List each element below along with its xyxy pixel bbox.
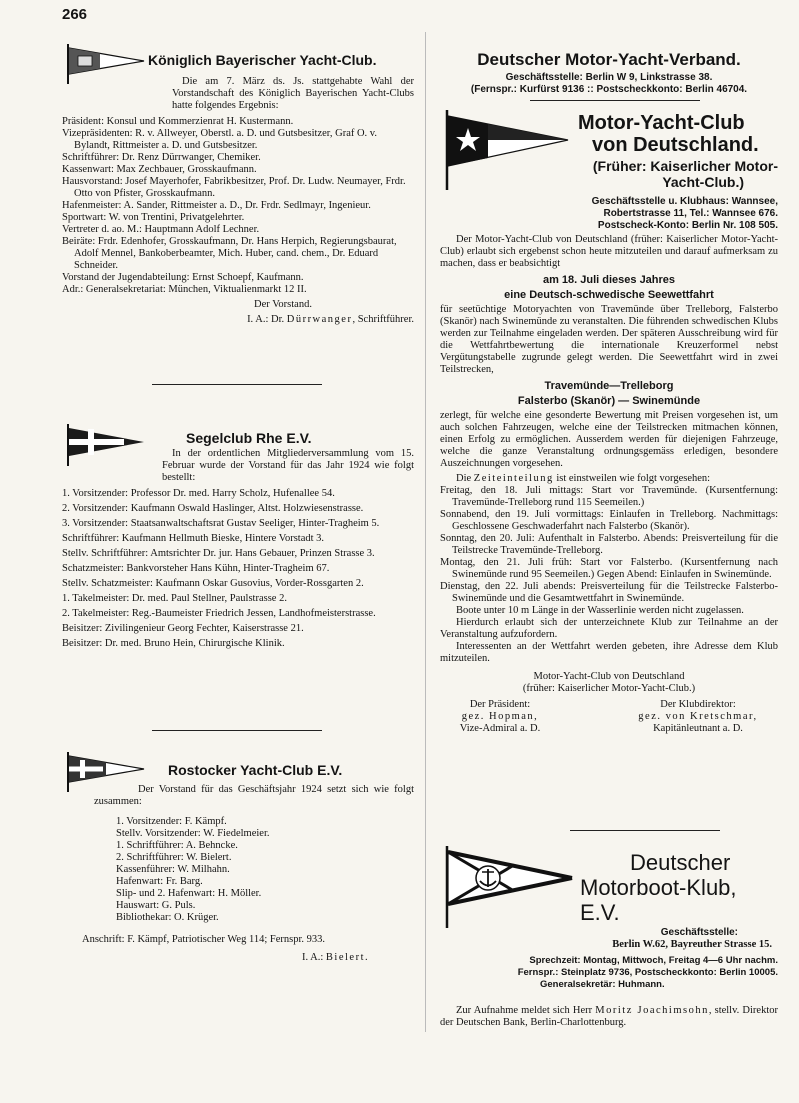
board-line: Beisitzer: Zivilingenieur Georg Fechter, Kaiserstrasse 21. — [62, 623, 304, 634]
signature-name: Dürrwanger — [286, 314, 353, 325]
rhe-board-list — [62, 488, 414, 650]
dmyv-office: Geschäftsstelle: Berlin W 9, Linkstrasse 38. — [505, 72, 713, 83]
board-line: Stellv. Schatzmeister: Kaufmann Oskar Gusovius, Vorder-Rossgarten 2. — [62, 578, 364, 589]
bavarian-club-intro: Die am 7. März ds. Js. stattgehabte Wahl der Vorstandschaft des Königlich Bayerischen Yacht-Clubs hatte folgendes Ergebnis: — [172, 76, 414, 111]
mycd-intro: Der Motor-Yacht-Club von Deutschland (früher: Kaiserlicher Motor-Yacht-Club) erlaubt sich ergebenst schon heute mitzuteilen und darauf aufmerksam zu machen, dass er beabsichtigt — [440, 234, 778, 269]
schedule-item: Dienstag, den 22. Juli abends: Preisverteilung für die Teilstrecke Falsterbo-Swinemünde und die Gesamtwettfahrt in Swinemünde. — [440, 581, 778, 604]
text-part: ist einstweilen wie folgt vorgesehen: — [553, 473, 711, 484]
page-number: 266 — [62, 6, 88, 23]
dmbk-membership-note — [440, 1005, 778, 1029]
mycd-route-2: Falsterbo (Skanör) — Swinemünde — [517, 395, 701, 407]
column-separator — [425, 32, 426, 1032]
dmbk-title-line1: Deutscher — [630, 850, 731, 875]
mycd-sign-club-former: (früher: Kaiserlicher Motor-Yacht-Club.) — [522, 683, 696, 694]
mycd-note: Interessenten an der Wettfahrt werden gebeten, ihre Adresse dem Klub mitzuteilen. — [440, 641, 778, 664]
board-line: Stellv. Schriftführer: Amtsrichter Dr. jur. Hans Gebauer, Prinzen Strasse 3. — [62, 548, 375, 559]
mycd-postscheck: Postscheck-Konto: Berlin Nr. 108 505. — [597, 220, 778, 231]
dmbk-title-line2: Motorboot-Klub, E.V. — [580, 875, 737, 925]
board-line: Slip- und 2. Hafenwart: H. Möller. — [116, 888, 262, 899]
board-line: Präsident: Konsul und Kommerzienrat H. Kustermann. — [62, 116, 294, 127]
rostock-club-intro: Der Vorstand für das Geschäftsjahr 1924 setzt sich wie folgt zusammen: — [94, 784, 414, 807]
mycd-schedule — [440, 485, 778, 605]
president-rank: Vize-Admiral a. D. — [459, 723, 541, 734]
mycd-route-1: Travemünde—Trelleborg — [544, 380, 674, 392]
text-part: , stellv. Direktor der Deutschen Bank, Berlin-Charlottenburg. — [440, 1005, 779, 1028]
dmyv-title: Deutscher Motor-Yacht-Verband. — [477, 50, 741, 69]
board-line: Sportwart: W. von Trentini, Privatgelehrter. — [62, 212, 245, 223]
rostock-board-list — [62, 816, 414, 924]
section-divider — [152, 730, 322, 731]
mycd-title-line1: Motor-Yacht-Club — [578, 112, 745, 134]
board-line: Schriftführer: Dr. Renz Dürrwanger, Chemiker. — [62, 152, 261, 163]
board-line: Bibliothekar: O. Krüger. — [116, 912, 219, 923]
dmbk-office-label: Geschäftsstelle: — [660, 927, 738, 938]
rhe-club-intro: In der ordentlichen Mitgliederversammlung vom 15. Februar wurde der Vorstand für das Jahr 1924 wie folgt bestellt: — [162, 448, 414, 483]
bavarian-club-title: Königlich Bayerischer Yacht-Club. — [148, 52, 377, 68]
board-line: Hauswart: G. Puls. — [116, 900, 196, 911]
board-line: Vizepräsidenten: R. v. Allweyer, Oberstl. a. D. und Gutsbesitzer, Graf O. v. Bylandt, Rittmeister a. D. und Gutsbesitzer. — [62, 128, 377, 151]
dmyv-contact: (Fernspr.: Kurfürst 9136 :: Postscheckkonto: Berlin 46704. — [470, 84, 748, 95]
director-block — [618, 699, 778, 735]
mycd-body: zerlegt, für welche eine gesonderte Bewertung mit Preisen vorgesehen ist, um auch solchen Fahrzeugen, welche eine der Teilstrecken mitmachen können, einen Erfolg zu ermöglichen. Ausserdem werden für diejenigen Fahrzeuge, welche die ganze Veranstaltung ordnungsgemäss erledigen, besondere Auszeichnungen vorgesehen. — [440, 410, 778, 469]
mycd-sign-club: Motor-Yacht-Club von Deutschland — [533, 671, 685, 682]
director-label: Der Klubdirektor: — [660, 699, 736, 710]
director-name: gez. von Kretschmar, — [638, 711, 758, 722]
board-line: Beiräte: Frdr. Edenhofer, Grosskaufmann, Dr. Hans Herpich, Regierungsbaurat, Adolf Mennel, Bankoberbeamter, Mich. Huber, cand. chem., Dr. Eduard Schneider. — [62, 236, 397, 271]
signature-name: Bielert. — [325, 952, 370, 963]
signature-prefix: I. A.: — [302, 952, 326, 963]
board-line: Kassenwart: Max Zechbauer, Grosskaufmann. — [62, 164, 257, 175]
board-line: Stellv. Vorsitzender: W. Fiedelmeier. — [116, 828, 270, 839]
rhe-club-title: Segelclub Rhe E.V. — [186, 430, 312, 446]
board-line: 2. Takelmeister: Reg.-Baumeister Friedrich Jessen, Landhofmeisterstrasse. — [62, 608, 376, 619]
applicant-name: Moritz Joachimsohn — [595, 1005, 709, 1016]
president-name: gez. Hopman, — [461, 711, 539, 722]
dmyv-section — [440, 50, 778, 96]
board-line: 1. Vorsitzender: F. Kämpf. — [116, 816, 227, 827]
mycd-office: Geschäftsstelle u. Klubhaus: Wannsee, — [591, 196, 778, 207]
dmbk-phone: Fernspr.: Steinplatz 9736, Postscheckkonto: Berlin 10005. — [517, 967, 778, 978]
president-label: Der Präsident: — [469, 699, 531, 710]
text-spaced: Zeiteinteilung — [473, 473, 554, 484]
bavarian-board-list — [62, 116, 414, 296]
schedule-item: Sonnabend, den 19. Juli vormittags: Einlaufen in Trelleborg. Nachmittags: Geschlossene Geschwaderfahrt nach Falsterbo (Skanör). — [440, 509, 778, 532]
signature-suffix: , Schriftführer. — [352, 314, 414, 325]
section-divider — [530, 100, 700, 101]
bavarian-club-section — [62, 52, 414, 326]
board-line: 3. Vorsitzender: Staatsanwaltschaftsrat Gustav Seeliger, Hinter-Tragheim 5. — [62, 518, 380, 529]
mycd-subtitle-line2: Yacht-Club.) — [662, 174, 744, 190]
mycd-signatures — [440, 699, 778, 735]
mycd-subtitle-line1: (Früher: Kaiserlicher Motor- — [592, 158, 778, 174]
mycd-office: Robertstrasse 11, Tel.: Wannsee 676. — [603, 208, 778, 219]
board-line: Beisitzer: Dr. med. Bruno Hein, Chirurgische Klinik. — [62, 638, 285, 649]
dmbk-office-address: Berlin W.62, Bayreuther Strasse 15. — [612, 939, 772, 950]
dmbk-secretary: Generalsekretär: Huhmann. — [540, 979, 665, 990]
dmbk-hours: Sprechzeit: Montag, Mittwoch, Freitag 4—6 Uhr nachm. — [529, 955, 778, 966]
mycd-schedule-intro — [440, 473, 778, 485]
bavarian-signature — [62, 314, 414, 326]
text-part: Zur Aufnahme meldet sich Herr — [456, 1005, 596, 1016]
board-line: Vertreter d. ao. M.: Hauptmann Adolf Lechner. — [62, 224, 260, 235]
section-divider — [152, 384, 322, 385]
board-line: Hafenwart: Fr. Barg. — [116, 876, 203, 887]
mycd-title-line2: von Deutschland. — [592, 134, 759, 156]
board-line: Adr.: Generalsekretariat: München, Viktualienmarkt 12 II. — [62, 284, 307, 295]
board-line: Hafenmeister: A. Sander, Rittmeister a. D., Dr. Frdr. Sedlmayr, Ingenieur. — [62, 200, 371, 211]
schedule-item: Sonntag, den 20. Juli: Aufenthalt in Falsterbo. Abends: Preisverteilung für die Teilstrecke Travemünde-Trelleborg. — [440, 533, 778, 556]
mycd-event-heading: eine Deutsch-schwedische Seewettfahrt — [504, 289, 714, 301]
rostock-address: Anschrift: F. Kämpf, Patriotischer Weg 114; Fernspr. 933. — [82, 934, 325, 945]
board-line: 2. Schriftführer: W. Bielert. — [116, 852, 232, 863]
bavarian-closing: Der Vorstand. — [254, 299, 312, 310]
board-line: Hausvorstand: Josef Mayerhofer, Fabrikbesitzer, Prof. Dr. Ludw. Neumayer, Frdr. Otto von Pfister, Grosskaufmann. — [62, 176, 406, 199]
mycd-date-heading: am 18. Juli dieses Jahres — [542, 274, 676, 286]
board-line: 1. Takelmeister: Dr. med. Paul Stellner, Paulstrasse 2. — [62, 593, 287, 604]
board-line: 1. Schriftführer: A. Behncke. — [116, 840, 238, 851]
text-part: Die — [456, 473, 474, 484]
president-block — [440, 699, 560, 735]
rhe-club-section — [62, 430, 414, 653]
schedule-item: Freitag, den 18. Juli mittags: Start vor Travemünde. (Kursentfernung: Travemünde-Trelleborg rund 115 Seemeilen.) — [440, 485, 778, 508]
board-line: Schriftführer: Kaufmann Hellmuth Bieske, Hintere Vorstadt 3. — [62, 533, 325, 544]
mycd-section — [440, 112, 778, 735]
schedule-item: Montag, den 21. Juli früh: Start vor Falsterbo. (Kursentfernung nach Swinemünde rund 95 Seemeilen.) Gegen Abend: Einlaufen in Swinemünde. — [440, 557, 778, 580]
mycd-note: Boote unter 10 m Länge in der Wasserlinie werden nicht zugelassen. — [456, 605, 744, 616]
mycd-note: Hierdurch erlaubt sich der unterzeichnete Klub zur Teilnahme an der Veranstaltung aufzufordern. — [440, 617, 778, 640]
board-line: Kassenführer: W. Milhahn. — [116, 864, 230, 875]
rostock-club-title: Rostocker Yacht-Club E.V. — [168, 762, 343, 778]
board-line: 1. Vorsitzender: Professor Dr. med. Harry Scholz, Hufenallee 54. — [62, 488, 335, 499]
director-rank: Kapitänleutnant a. D. — [653, 723, 743, 734]
signature-prefix: I. A.: Dr. — [247, 314, 287, 325]
rostock-signature — [62, 952, 414, 964]
board-line: Schatzmeister: Bankvorsteher Hans Kühn, Hinter-Tragheim 67. — [62, 563, 330, 574]
dmbk-section — [440, 850, 778, 1029]
mycd-body: für seetüchtige Motoryachten von Travemünde über Trelleborg, Falsterbo (Skanör) nach Swinemünde zu veranstalten. Die führenden schwedischen Klubs werden zur Teilnahme eingeladen werden. Der späteren Ausschreibung wird für die Wettfahrtbewertung die internationale Kreuzerformel nebst Vergütungstabelle zugrunde gelegt werden. Die Seewettfahrt wird in zwei Teilstrecken, — [440, 304, 778, 375]
board-line: 2. Vorsitzender: Kaufmann Oswald Haslinger, Altst. Holzwiesenstrasse. — [62, 503, 364, 514]
board-line: Vorstand der Jugendabteilung: Ernst Schoepf, Kaufmann. — [62, 272, 304, 283]
rostock-club-section — [62, 762, 414, 964]
section-divider — [570, 830, 720, 831]
